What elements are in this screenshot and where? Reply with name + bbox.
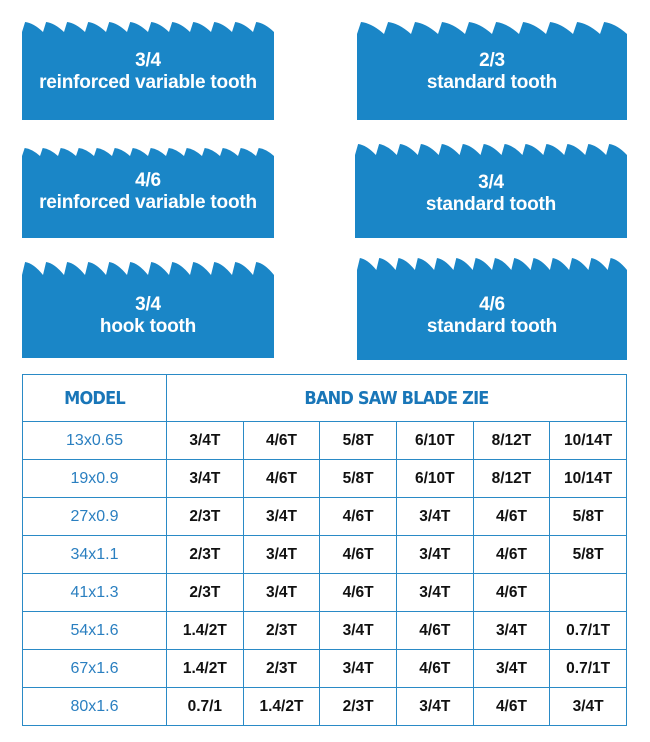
blade-3-4-standard bbox=[355, 144, 627, 238]
tooth-pitch-cell: 3/4T bbox=[396, 688, 473, 726]
tooth-pitch-cell: 3/4T bbox=[167, 460, 244, 498]
tooth-pitch-cell: 5/8T bbox=[550, 536, 627, 574]
tooth-pitch-cell: 4/6T bbox=[396, 612, 473, 650]
tooth-pitch-cell bbox=[550, 574, 627, 612]
tooth-pitch-cell: 4/6T bbox=[473, 688, 550, 726]
tooth-pitch-cell: 0.7/1T bbox=[550, 612, 627, 650]
blade-ratio: 3/4 bbox=[135, 294, 161, 315]
tooth-pitch-cell: 1.4/2T bbox=[167, 612, 244, 650]
tooth-pitch-cell: 4/6T bbox=[473, 498, 550, 536]
tooth-pitch-cell: 3/4T bbox=[320, 612, 397, 650]
tooth-pitch-cell: 6/10T bbox=[396, 460, 473, 498]
tooth-pitch-cell: 2/3T bbox=[243, 612, 320, 650]
tooth-pitch-cell: 3/4T bbox=[167, 422, 244, 460]
tooth-pitch-cell: 8/12T bbox=[473, 460, 550, 498]
blade-type: hook tooth bbox=[99, 316, 197, 337]
table-row bbox=[23, 536, 627, 574]
table-row bbox=[23, 498, 627, 536]
table-row bbox=[23, 460, 627, 498]
tooth-pitch-cell: 10/14T bbox=[550, 460, 627, 498]
tooth-pitch-cell: 3/4T bbox=[396, 574, 473, 612]
table-row bbox=[23, 688, 627, 726]
blade-size-header: BAND SAW BLADE ZIE bbox=[167, 375, 627, 422]
blade-type: reinforced variable tooth bbox=[39, 192, 257, 213]
model-cell: 80x1.6 bbox=[23, 688, 167, 726]
tooth-pitch-cell: 0.7/1 bbox=[167, 688, 244, 726]
tooth-pitch-cell: 4/6T bbox=[396, 650, 473, 688]
tooth-pitch-cell: 8/12T bbox=[473, 422, 550, 460]
model-header: MODEL bbox=[23, 375, 167, 422]
tooth-pitch-cell: 5/8T bbox=[550, 498, 627, 536]
model-cell: 19x0.9 bbox=[23, 460, 167, 498]
table-row bbox=[23, 650, 627, 688]
tooth-pitch-cell: 2/3T bbox=[167, 574, 244, 612]
blade-type: reinforced variable tooth bbox=[39, 72, 257, 93]
blade-type: standard tooth bbox=[425, 194, 557, 215]
blade-ratio: 4/6 bbox=[479, 294, 505, 315]
tooth-pitch-cell: 4/6T bbox=[473, 574, 550, 612]
tooth-pitch-cell: 1.4/2T bbox=[243, 688, 320, 726]
tooth-pitch-cell: 2/3T bbox=[167, 498, 244, 536]
tooth-pitch-cell: 3/4T bbox=[243, 574, 320, 612]
tooth-pitch-cell: 2/3T bbox=[167, 536, 244, 574]
blade-4-6-standard bbox=[357, 258, 627, 360]
tooth-pitch-cell: 5/8T bbox=[320, 460, 397, 498]
model-cell: 54x1.6 bbox=[23, 612, 167, 650]
table-row bbox=[23, 612, 627, 650]
tooth-pitch-cell: 3/4T bbox=[396, 498, 473, 536]
blade-ratio: 2/3 bbox=[479, 50, 505, 71]
tooth-pitch-cell: 4/6T bbox=[320, 498, 397, 536]
blade-3-4-reinforced-variable bbox=[22, 22, 274, 120]
tooth-pitch-cell: 3/4T bbox=[550, 688, 627, 726]
model-cell: 41x1.3 bbox=[23, 574, 167, 612]
table-row bbox=[23, 422, 627, 460]
tooth-pitch-cell: 5/8T bbox=[320, 422, 397, 460]
blade-type: standard tooth bbox=[426, 72, 558, 93]
tooth-pitch-cell: 4/6T bbox=[473, 536, 550, 574]
tooth-pitch-cell: 4/6T bbox=[320, 536, 397, 574]
tooth-pitch-cell: 2/3T bbox=[243, 650, 320, 688]
model-cell: 67x1.6 bbox=[23, 650, 167, 688]
tooth-pitch-cell: 6/10T bbox=[396, 422, 473, 460]
tooth-pitch-cell: 3/4T bbox=[473, 650, 550, 688]
band-saw-blade-table bbox=[22, 374, 627, 726]
tooth-pitch-cell: 3/4T bbox=[243, 536, 320, 574]
tooth-pitch-cell: 0.7/1T bbox=[550, 650, 627, 688]
model-cell: 34x1.1 bbox=[23, 536, 167, 574]
tooth-pitch-cell: 2/3T bbox=[320, 688, 397, 726]
tooth-pitch-cell: 3/4T bbox=[396, 536, 473, 574]
blade-4-6-reinforced-variable bbox=[22, 148, 274, 238]
blade-ratio: 4/6 bbox=[135, 170, 161, 191]
table-row bbox=[23, 574, 627, 612]
blade-type: standard tooth bbox=[426, 316, 558, 337]
blade-ratio: 3/4 bbox=[135, 50, 161, 71]
tooth-pitch-cell: 4/6T bbox=[243, 460, 320, 498]
tooth-pitch-cell: 3/4T bbox=[243, 498, 320, 536]
blade-ratio: 3/4 bbox=[478, 172, 504, 193]
tooth-pitch-cell: 3/4T bbox=[320, 650, 397, 688]
model-cell: 27x0.9 bbox=[23, 498, 167, 536]
tooth-pitch-cell: 1.4/2T bbox=[167, 650, 244, 688]
tooth-pitch-cell: 10/14T bbox=[550, 422, 627, 460]
model-cell: 13x0.65 bbox=[23, 422, 167, 460]
tooth-pitch-cell: 4/6T bbox=[320, 574, 397, 612]
blade-2-3-standard bbox=[357, 22, 627, 120]
table-header-row bbox=[23, 375, 627, 422]
tooth-pitch-cell: 4/6T bbox=[243, 422, 320, 460]
tooth-pitch-cell: 3/4T bbox=[473, 612, 550, 650]
blade-3-4-hook bbox=[22, 262, 274, 358]
